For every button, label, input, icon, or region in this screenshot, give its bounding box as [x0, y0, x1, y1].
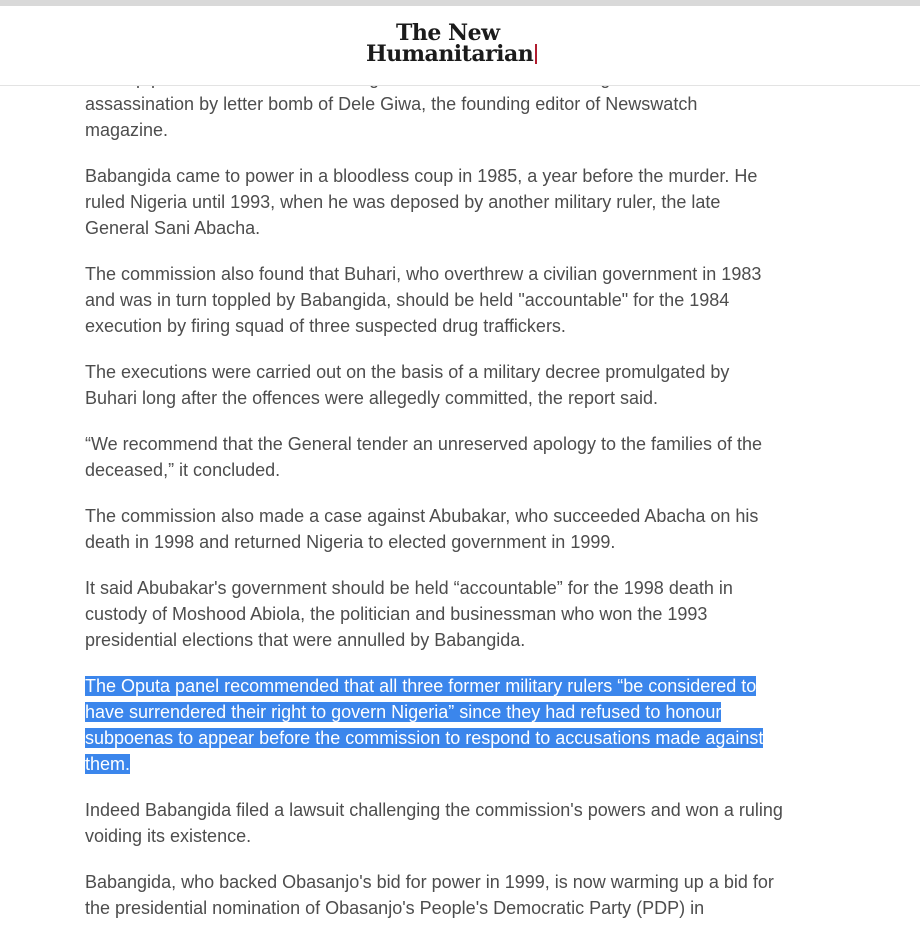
article-paragraph: “We recommend that the General tender an unreserved apology to the families of the deceased,” it concluded. [85, 434, 763, 480]
site-logo[interactable] [366, 20, 556, 67]
logo-accent-bar [535, 44, 537, 64]
article-body [85, 65, 785, 941]
logo-line-2-text: Humanitarian [366, 41, 534, 67]
article-paragraph: It said Abubakar's government should be held “accountable” for the 1998 death in custody of Moshood Abiola, the politician and businessman who won the 1993 presidential elections that were annulled by Babangida. [85, 578, 733, 650]
article-paragraph: The commission also made a case against Abubakar, who succeeded Abacha on his death in 1998 and returned Nigeria to elected government in 1999. [85, 506, 759, 552]
article-paragraph: The executions were carried out on the basis of a military decree promulgated by Buhari long after the offences were allegedly committed, the report said. [85, 362, 730, 408]
article-paragraph: Babangida, who backed Obasanjo's bid for power in 1999, is now warming up a bid for the presidential nomination of Obasanjo's People's Democratic Party (PDP) in [85, 872, 774, 918]
selected-text-highlight: The Oputa panel recommended that all three former military rulers “be considered to have surrendered their right to govern Nigeria” since they had refused to honour subpoenas to appear before the commission to respond to accusations made against them. [85, 676, 764, 774]
article-paragraph: assassination by letter bomb of Dele Giwa, the founding editor of Newswatch magazine. [85, 94, 698, 140]
article-paragraph: The commission also found that Buhari, who overthrew a civilian government in 1983 and was in turn toppled by Babangida, should be held "accountable" for the 1984 execution by firing squad of three suspected drug traffickers. [85, 264, 762, 336]
site-header [0, 6, 920, 86]
article-paragraph-selected [85, 673, 785, 777]
logo-line-2 [366, 41, 556, 67]
article-paragraph: Babangida came to power in a bloodless coup in 1985, a year before the murder. He ruled Nigeria until 1993, when he was deposed by another military ruler, the late General Sani Abacha. [85, 166, 758, 238]
logo-line-1: The New [396, 20, 500, 46]
article-paragraph: Indeed Babangida filed a lawsuit challenging the commission's powers and won a ruling voiding its existence. [85, 800, 783, 846]
